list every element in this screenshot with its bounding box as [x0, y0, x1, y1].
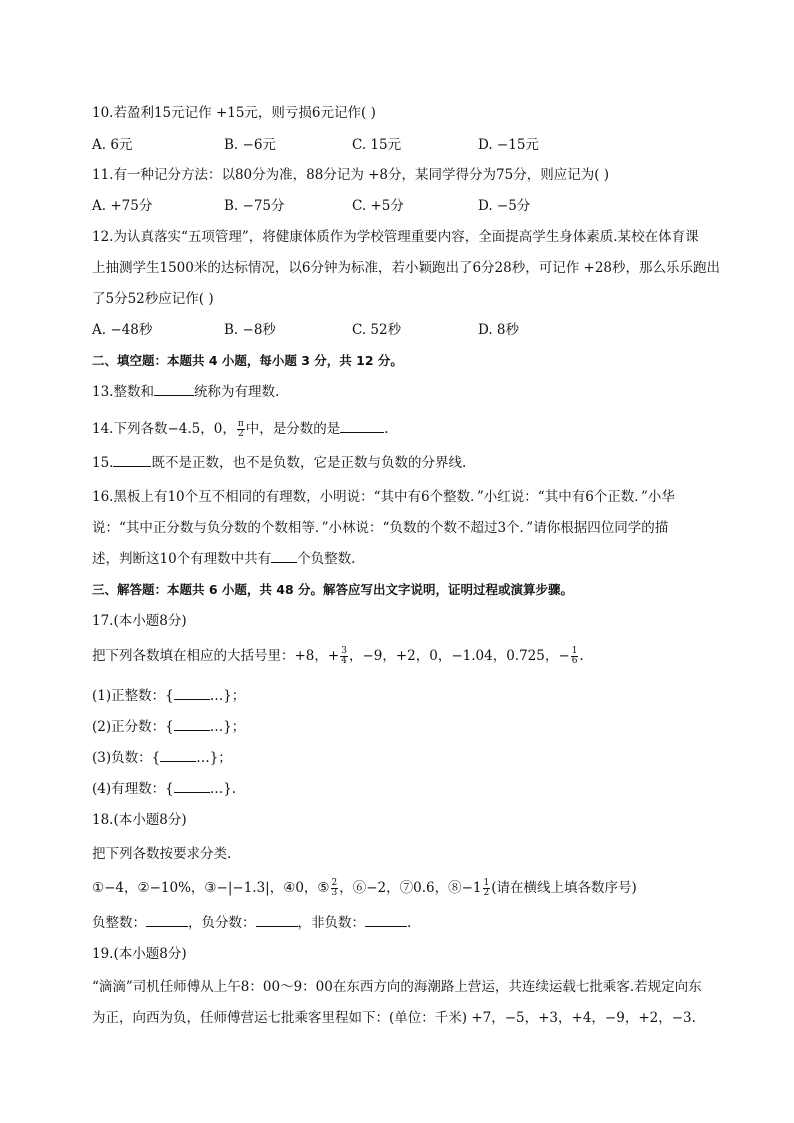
- q16-text-post: 个负整数.: [297, 551, 356, 567]
- answer-blank: [256, 912, 298, 927]
- q18-list-pre: ①−4，②−10%，③−|−1.3|，④0，⑤: [92, 880, 330, 896]
- q18-list-post: (请在横线上填各数序号): [491, 880, 637, 896]
- question-12-line-1: 12.为认真落实“五项管理”，将健康体质作为学校管理重要内容，全面提高学生身体素质.某校在体育课: [92, 229, 699, 245]
- answer-blank: [113, 452, 151, 467]
- question-18-heading: 18.(本小题8分): [92, 812, 187, 828]
- question-11-stem: 11.有一种记分方法：以80分为准，88分记为 +8分，某同学得分为75分，则应记为( ): [92, 167, 610, 183]
- q15-text-pre: 15.: [92, 455, 114, 471]
- fraction-2-over-3: $\frac{2}{3}$: [331, 878, 338, 898]
- answer-blank: [365, 912, 407, 927]
- question-19-line-1: “滴滴”司机任师傅从上午8：00～9：00在东西方向的海潮路上营运，共连续运载七批乘客.若规定向东: [92, 979, 702, 995]
- q17-item-4: (4)有理数：{ …}.: [92, 778, 734, 800]
- fraction-1-over-2: $\frac{1}{2}$: [483, 878, 490, 898]
- answer-blank: [271, 548, 297, 563]
- question-16-line-3: [92, 548, 734, 570]
- answer-blank: [154, 381, 194, 396]
- q17-intro-mid: ，−9，+2，0，−1.04，0.725，−: [348, 648, 570, 664]
- answer-blank: [160, 747, 196, 762]
- answer-blank: [146, 912, 188, 927]
- question-14: [92, 418, 734, 440]
- option-b: B. −8秒: [224, 322, 276, 338]
- option-d: D. −15元: [478, 137, 539, 153]
- question-19-line-2: 为正，向西为负，任师傅营运七批乘客里程如下：(单位：千米) +7，−5，+3，+4，−9，+2，−3.: [92, 1010, 696, 1026]
- q14-text-mid: 中，是分数的是: [245, 421, 341, 437]
- question-12-line-2: 上抽测学生1500米的达标情况，以6分钟为标准，若小颖跑出了6分28秒，可记作 +28秒，那么乐乐跑出: [92, 260, 720, 276]
- option-a: A. 6元: [92, 137, 133, 153]
- question-19-heading: 19.(本小题8分): [92, 946, 187, 962]
- question-18-number-list: [92, 877, 734, 899]
- q18-list-mid: ，⑥−2，⑦0.6，⑧−1: [339, 880, 482, 896]
- question-16-line-2: 说：“其中正分数与负分数的个数相等．”小林说：“负数的个数不超过3个．”请你根据四位同学的描: [92, 520, 669, 536]
- question-17-intro: [92, 645, 734, 667]
- option-c: C. 52秒: [352, 322, 402, 338]
- option-b: B. −75分: [224, 198, 285, 214]
- question-18-intro: 把下列各数按要求分类.: [92, 846, 232, 862]
- fraction-pi-over-2: $\frac{\pi}{2}$: [237, 419, 244, 439]
- q17-item-3: (3)负数：{ …}；: [92, 747, 734, 769]
- fraction-3-over-4: $\frac{3}{4}$: [341, 646, 347, 666]
- q16-text-pre: 述，判断这10个有理数中共有: [92, 551, 272, 567]
- q15-text-post: 既不是正数，也不是负数，它是正数与负数的分界线.: [151, 455, 467, 471]
- section-3-heading: 三、解答题：本题共 6 小题，共 48 分。解答应写出文字说明，证明过程或演算步骤。: [92, 582, 574, 597]
- answer-blank: [174, 716, 210, 731]
- question-10-stem: 10.若盈利15元记作 +15元，则亏损6元记作( ): [92, 105, 376, 121]
- q17-item-2: (2)正分数：{ …}；: [92, 716, 734, 738]
- section-2-heading: 二、填空题：本题共 4 小题，每小题 3 分，共 12 分。: [92, 353, 403, 368]
- question-17-heading: 17.(本小题8分): [92, 613, 187, 629]
- answer-blank: [174, 685, 210, 700]
- q17-item-1: (1)正整数：{ …}；: [92, 685, 734, 707]
- q13-text-pre: 13.整数和: [92, 384, 154, 400]
- q17-intro-pre: 把下列各数填在相应的大括号里：+8，+: [92, 648, 340, 664]
- q14-text-post: .: [384, 421, 389, 437]
- option-d: D. −5分: [478, 198, 531, 214]
- question-16-line-1: 16.黑板上有10个互不相同的有理数，小明说：“其中有6个整数．”小红说：“其中有6个正数．”小华: [92, 489, 675, 505]
- question-18-categories: 负整数： ，负分数： ，非负数： .: [92, 912, 734, 934]
- option-c: C. 15元: [352, 137, 402, 153]
- question-12-line-3: 了5分52秒应记作( ): [92, 291, 214, 307]
- option-c: C. +5分: [352, 198, 404, 214]
- q13-text-post: 统称为有理数.: [193, 384, 280, 400]
- q17-intro-post: .: [579, 648, 584, 664]
- question-13: [92, 381, 734, 403]
- option-d: D. 8秒: [478, 322, 520, 338]
- option-a: A. −48秒: [92, 322, 153, 338]
- question-15: [92, 452, 734, 474]
- answer-blank: [340, 418, 384, 433]
- option-a: A. +75分: [92, 198, 153, 214]
- option-b: B. −6元: [224, 137, 276, 153]
- answer-blank: [174, 778, 210, 793]
- fraction-1-over-6: $\frac{1}{6}$: [571, 646, 578, 666]
- q14-text-pre: 14.下列各数−4.5，0，: [92, 421, 236, 437]
